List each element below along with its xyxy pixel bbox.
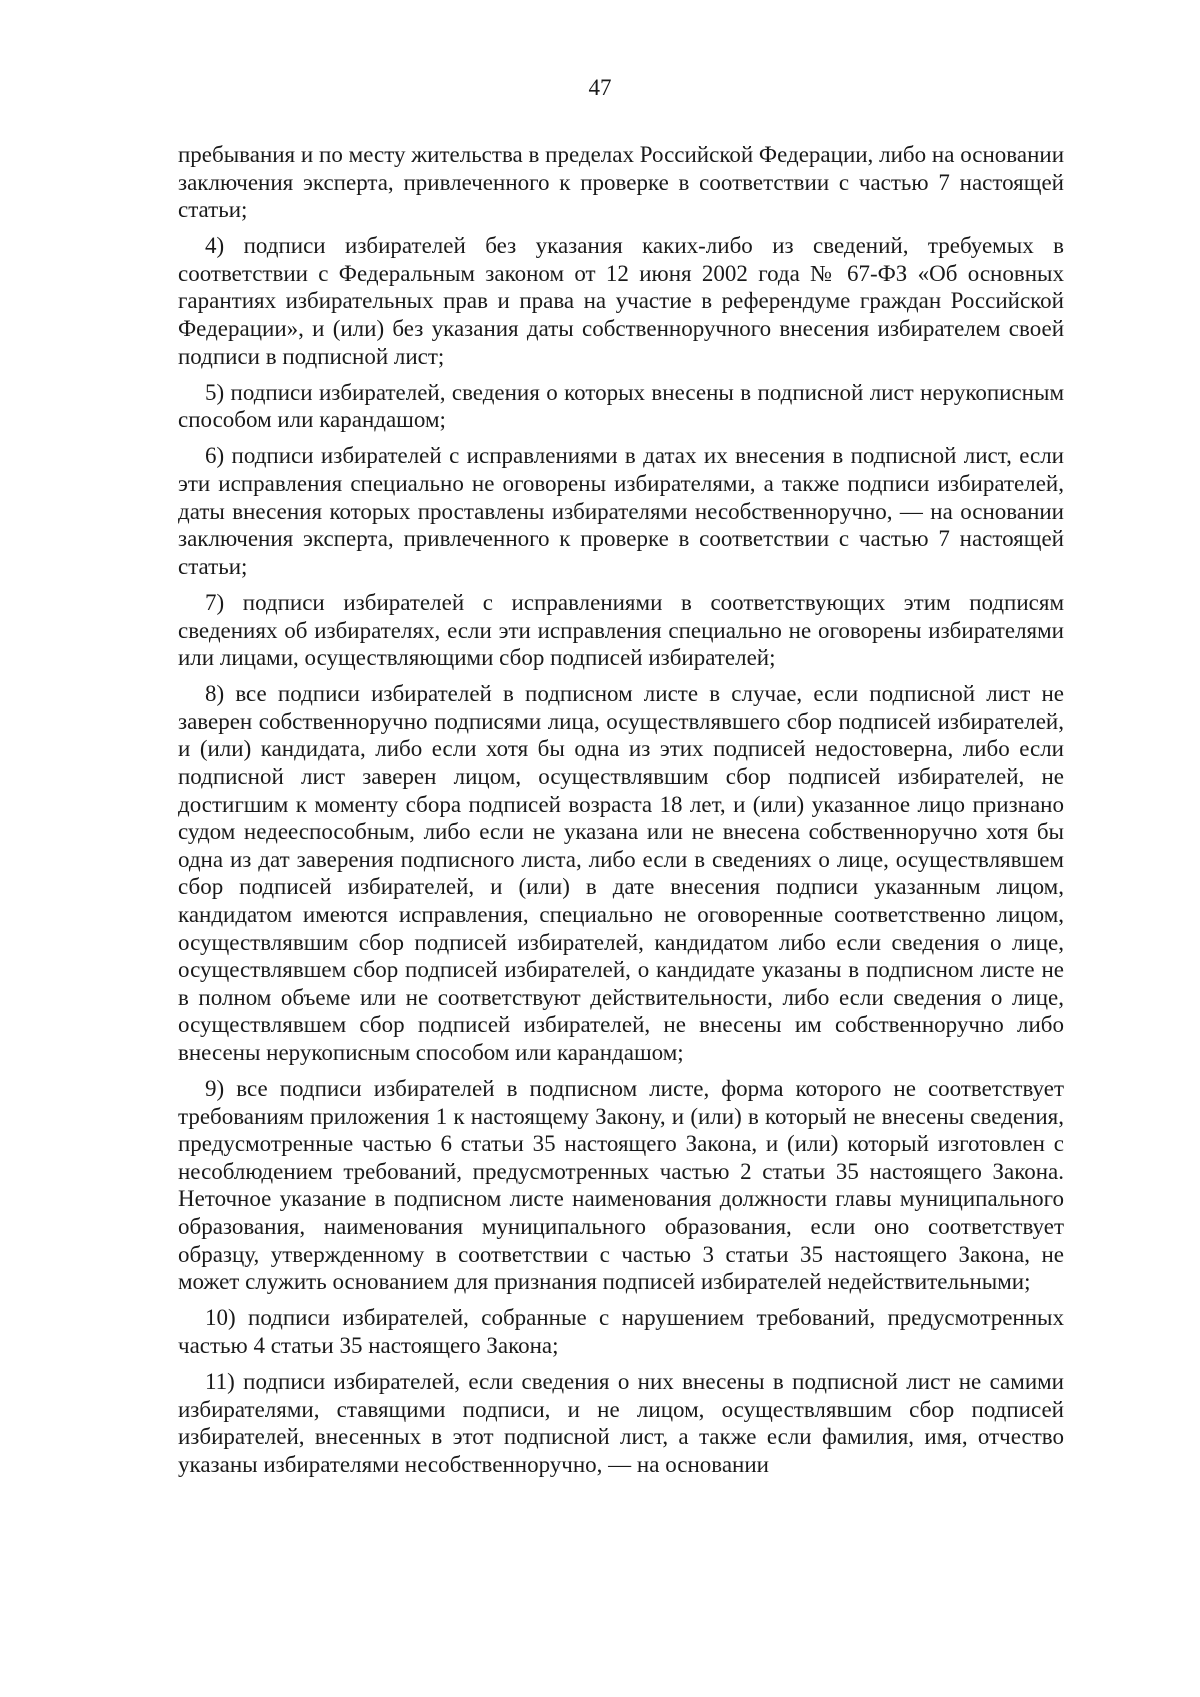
paragraph-continuation: пребывания и по месту жительства в пределах Российской Федерации, либо на основании заключения эксперта, привлеченного к проверке в соответствии с частью 7 настоящей статьи;	[178, 142, 1064, 223]
paragraph-item-9: 9) все подписи избирателей в подписном листе, форма которого не соответствует требованиям приложения 1 к настоящему Закону, и (или) в который не внесены сведения, предусмотренные частью 6 статьи 35 настоящего Закона, и (или) который изготовлен с несоблюдением требований, предусмотренных частью 2 статьи 35 настоящего Закона. Неточное указание в подписном листе наименования должности главы муниципального образования, наименования муниципального образования, если оно соответствует образцу, утвержденному в соответствии с частью 3 статьи 35 настоящего Закона, не может служить основанием для признания подписей избирателей недействительными;	[178, 1076, 1064, 1295]
paragraph-item-4: 4) подписи избирателей без указания каких-либо из сведений, требуемых в соответствии с Федеральным законом от 12 июня 2002 года № 67-ФЗ «Об основных гарантиях избирательных прав и права на участие в референдуме граждан Российской Федерации», и (или) без указания даты собственноручного внесения избирателем своей подписи в подписной лист;	[178, 233, 1064, 369]
paragraph-item-6: 6) подписи избирателей с исправлениями в датах их внесения в подписной лист, если эти исправления специально не оговорены избирателями, а также подписи избирателей, даты внесения которых проставлены избирателями несобственноручно, — на основании заключения эксперта, привлеченного к проверке в соответствии с частью 7 настоящей статьи;	[178, 443, 1064, 579]
page-number: 47	[588, 75, 612, 100]
document-body	[178, 141, 1064, 1487]
paragraph-item-7: 7) подписи избирателей с исправлениями в соответствующих этим подписям сведениях об избирателях, если эти исправления специально не оговорены избирателями или лицами, осуществляющими сбор подписей избирателей;	[178, 589, 1064, 671]
paragraph-item-5: 5) подписи избирателей, сведения о которых внесены в подписной лист нерукописным способом или карандашом;	[178, 379, 1064, 433]
paragraph-item-11: 11) подписи избирателей, если сведения о них внесены в подписной лист не самими избирателями, ставящими подписи, и не лицом, осуществлявшим сбор подписей избирателей, внесенных в этот подписной лист, а также если фамилия, имя, отчество указаны избирателями несобственноручно, — на основании	[178, 1368, 1064, 1477]
paragraph-item-8: 8) все подписи избирателей в подписном листе в случае, если подписной лист не заверен собственноручно подписями лица, осуществлявшего сбор подписей избирателей, и (или) кандидата, либо если хотя бы одна из этих подписей недостоверна, либо если подписной лист заверен лицом, осуществлявшим сбор подписей избирателей, не достигшим к моменту сбора подписей возраста 18 лет, и (или) указанное лицо признано судом недееспособным, либо если не указана или не внесена собственноручно хотя бы одна из дат заверения подписного листа, либо если в сведениях о лице, осуществлявшем сбор подписей избирателей, и (или) в дате внесения подписи указанным лицом, кандидатом имеются исправления, специально не оговоренные соответственно лицом, осуществлявшим сбор подписей избирателей, кандидатом либо если сведения о лице, осуществлявшем сбор подписей избирателей, о кандидате указаны в подписном листе не в полном объеме или не соответствуют действительности, либо если сведения о лице, осуществлявшем сбор подписей избирателей, не внесены им собственноручно либо внесены нерукописным способом или карандашом;	[178, 681, 1064, 1065]
paragraph-item-10: 10) подписи избирателей, собранные с нарушением требований, предусмотренных частью 4 статьи 35 настоящего Закона;	[178, 1305, 1064, 1358]
